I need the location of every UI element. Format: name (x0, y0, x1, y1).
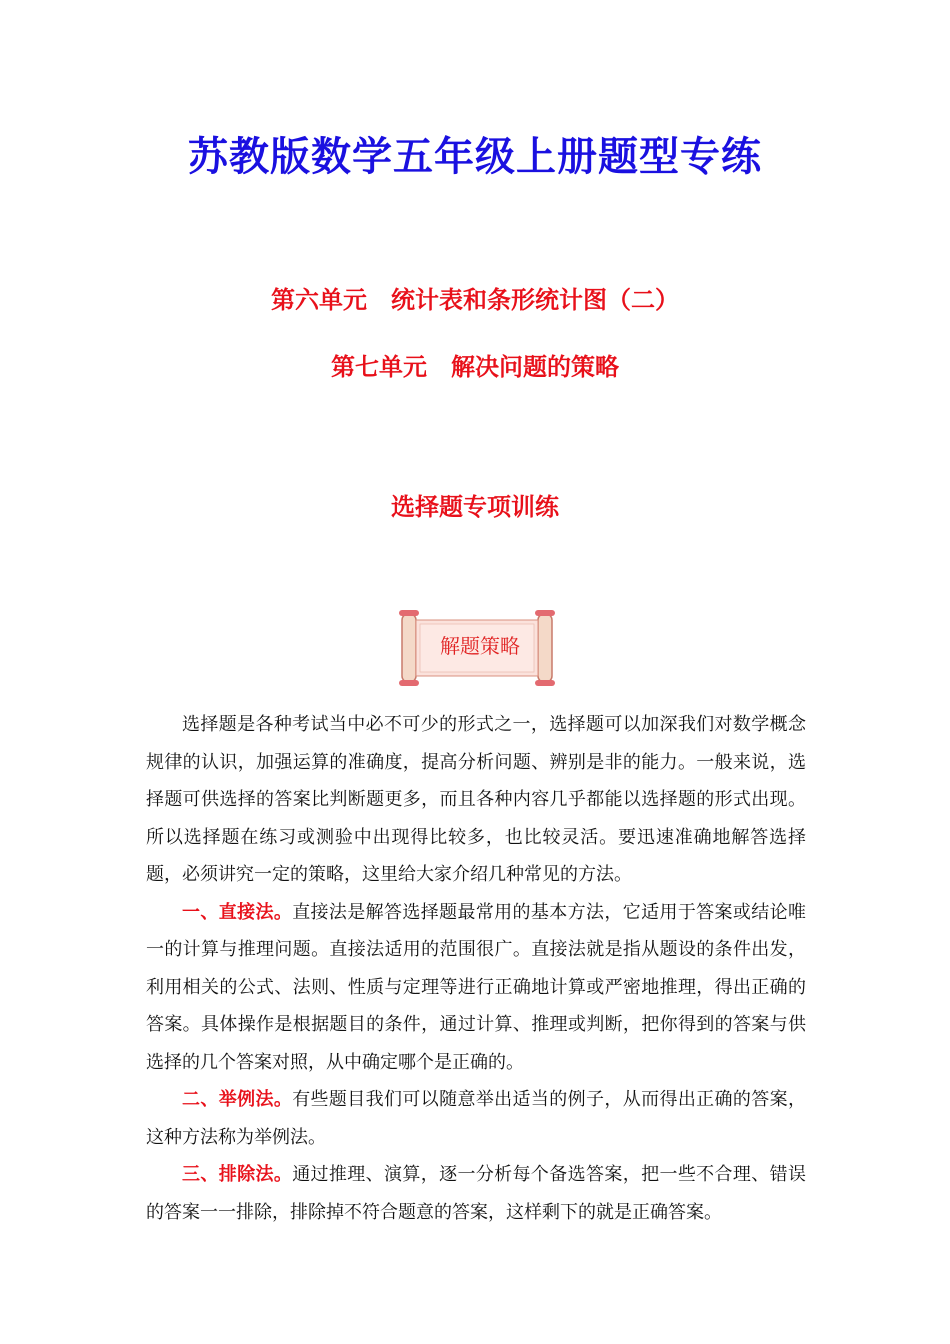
method-body: 直接法是解答选择题最常用的基本方法，它适用于答案或结论唯一的计算与推理问题。直接法适用的范围很广。直接法就是指从题设的条件出发，利用相关的公式、法则、性质与定理等进行正确地计算或严密地推理，得出正确的答案。具体操作是根据题目的条件，通过计算、推理或判断，把你得到的答案与供选择的几个答案对照，从中确定哪个是正确的。 (146, 901, 807, 1073)
strategy-text (146, 706, 806, 1231)
section-title: 选择题专项训练 (391, 493, 559, 521)
method-paragraph-direct (146, 894, 806, 1082)
method-body: 通过推理、演算，逐一分析每个备选答案，把一些不合理、错误的答案一一排除，排除掉不符合题意的答案，这样剩下的就是正确答案。 (146, 1164, 807, 1223)
scroll-banner-label: 解题策略 (440, 634, 520, 658)
method-lead: 二、举例法。 (182, 1089, 293, 1110)
intro-paragraph: 选择题是各种考试当中必不可少的形式之一，选择题可以加深我们对数学概念规律的认识，加强运算的准确度，提高分析问题、辨别是非的能力。一般来说，选择题可供选择的答案比判断题更多，而且各种内容几乎都能以选择题的形式出现。所以选择题在练习或测验中出现得比较多，也比较灵活。要迅速准确地解答选择题，必须讲究一定的策略，这里给大家介绍几种常见的方法。 (146, 714, 806, 885)
method-lead: 一、直接法。 (182, 901, 293, 923)
unit-seven-heading: 第七单元 解决问题的策略 (331, 353, 619, 381)
method-lead: 三、排除法。 (182, 1164, 293, 1185)
unit-six-heading: 第六单元 统计表和条形统计图（二） (271, 286, 679, 314)
scroll-banner (396, 610, 558, 686)
method-paragraph-elimination (146, 1156, 806, 1231)
method-body: 有些题目我们可以随意举出适当的例子，从而得出正确的答案，这种方法称为举例法。 (146, 1089, 807, 1148)
page-title: 苏教版数学五年级上册题型专练 (188, 133, 762, 180)
method-paragraph-example (146, 1081, 806, 1156)
